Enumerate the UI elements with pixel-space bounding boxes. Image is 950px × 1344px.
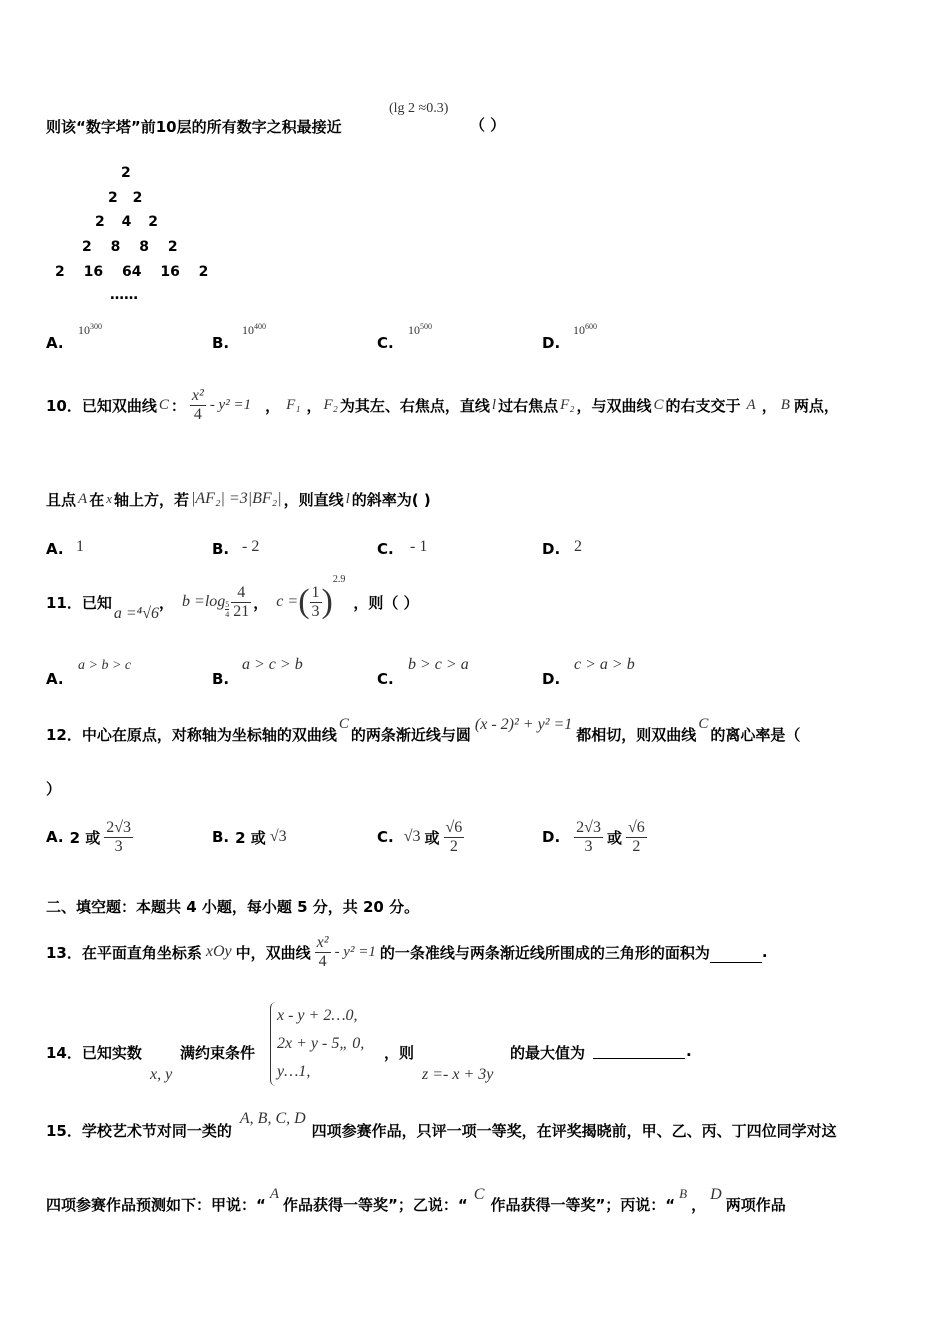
fraction-denominator: 3 [114, 837, 123, 855]
q11-line [46, 572, 419, 632]
work-b: B [679, 1186, 688, 1201]
q14-variables: x, y [150, 1066, 173, 1083]
q10-text: 的右支交于 [665, 396, 741, 415]
log-base [225, 600, 229, 619]
fraction-numerator: √6 [445, 818, 463, 836]
q14-text: 的最大值为 [510, 1044, 586, 1062]
q12-text: 12．中心在原点，对称轴为坐标轴的双曲线 [46, 725, 337, 744]
constraint: y…1, [277, 1063, 311, 1080]
q13-line [46, 922, 768, 982]
fraction-numerator: 2√3 [576, 818, 601, 836]
q10-line2 [46, 484, 431, 514]
option-letter: D. [542, 670, 561, 688]
answer-blank[interactable] [593, 1042, 685, 1059]
q11-option-b-value: a > c > b [242, 656, 303, 673]
q13-fraction [315, 934, 331, 971]
option-letter: D. [542, 334, 561, 352]
fraction-denominator: 3 [584, 837, 593, 855]
log-base-num: 5 [225, 599, 230, 609]
option-fraction [104, 819, 133, 856]
power-base: 10 [408, 323, 420, 337]
q10-line1 [46, 380, 839, 430]
q15-text: 四项参赛作品预测如下：甲说：“ [46, 1195, 266, 1214]
focus-f2: F₂ [560, 396, 575, 413]
work-c: C [473, 1186, 485, 1203]
option-letter: A. [46, 670, 64, 688]
q10-equation-rest: - y² =1 [209, 396, 252, 413]
power-exponent: 500 [420, 322, 432, 331]
line-l: l [345, 490, 350, 507]
fraction-denominator: 2 [449, 837, 458, 855]
option-letter: A. [46, 334, 64, 352]
punct: ， [691, 1195, 707, 1214]
power-exponent: 600 [585, 322, 597, 331]
q11-num: 11．已知 [46, 593, 112, 612]
axis-x: x [106, 491, 112, 506]
q12-line1 [46, 716, 800, 752]
coord-system: xOy [205, 943, 232, 960]
q14-text: 满约束条件 [180, 1044, 256, 1062]
option-letter: C. [377, 540, 394, 558]
focus-f1: F₁ [286, 396, 301, 413]
work-d: D [710, 1186, 722, 1203]
power-exponent: 400 [254, 322, 266, 331]
option-text: 2 或 [69, 828, 101, 847]
q15-items: A, B, C, D [239, 1110, 306, 1127]
curve-c: C [698, 716, 709, 732]
q9-paren: （ ） [470, 116, 506, 134]
q11-a-expr: a =⁴√6 [113, 605, 160, 622]
q10-num: 10．已知双曲线 [46, 396, 157, 415]
q11-b-log: b =log [182, 593, 226, 610]
option-letter: C. [377, 334, 394, 352]
punct: ， [253, 593, 269, 612]
q10-text: 在 [89, 490, 105, 509]
punct: ， [265, 396, 281, 415]
q10-condition: |AF₂| =3|BF₂| [191, 490, 282, 507]
constraint: x - y + 2…0, [277, 1007, 358, 1024]
q15-line1 [46, 1110, 837, 1150]
fraction-denominator: 4 [193, 405, 202, 423]
fraction-numerator: x² [316, 933, 329, 951]
q9-option-b-value [242, 322, 266, 338]
q14-text: ，则 [384, 1044, 415, 1062]
focus-f2: F₂ [323, 396, 338, 413]
circle-equation: (x - 2)² + y² =1 [474, 716, 573, 733]
tower-row: 2 [121, 165, 131, 181]
q12-option-d [542, 812, 647, 862]
q10-option-c-value: - 1 [410, 538, 428, 555]
point-a: A [78, 490, 88, 507]
q10-text: 的斜率为( ) [351, 490, 431, 509]
tower-row: 2 8 8 2 [82, 239, 178, 255]
option-letter: C. [377, 828, 394, 846]
q10-fraction [190, 387, 206, 424]
q10-option-a-value: 1 [76, 538, 84, 555]
constraint: 2x + y - 5„ 0, [277, 1035, 365, 1052]
power-base: 10 [242, 323, 254, 337]
q10-text: 且点 [46, 490, 77, 509]
q11-option-a-value: a > b > c [78, 658, 132, 673]
option-fraction [444, 819, 465, 856]
paren-right: ) [321, 583, 333, 620]
option-fraction [574, 819, 603, 856]
option-letter: B. [212, 670, 230, 688]
punct: ， [159, 593, 175, 612]
option-fraction [626, 819, 647, 856]
q9-hint: (lg 2 ≈0.3) [389, 101, 449, 116]
q12-text: 的两条渐近线与圆 [350, 725, 471, 744]
exponent: 2.9 [332, 574, 346, 585]
fraction-numerator: 4 [231, 584, 251, 603]
q12-option-c [377, 812, 464, 862]
q12-option-a [46, 812, 133, 862]
q9-option-c-value [408, 322, 432, 338]
fraction-numerator: 1 [311, 583, 320, 601]
q12-text: 的离心率是（ [710, 725, 801, 744]
q9-stem: 则该“数字塔”前10层的所有数字之积最接近 [46, 118, 342, 136]
curve-c: C [653, 396, 664, 413]
punct: ， [306, 396, 322, 415]
punct: ， [761, 396, 777, 415]
line-l: l [491, 396, 497, 413]
punct: . [761, 943, 768, 961]
q12-text: 都相切，则双曲线 [576, 725, 697, 744]
q11-option-c-value: b > c > a [408, 656, 469, 673]
q10-text: 轴上方，若 [113, 490, 189, 509]
q14-text: 14．已知实数 [46, 1044, 142, 1062]
q15-text: 两项作品 [725, 1195, 786, 1214]
answer-blank[interactable] [710, 946, 762, 963]
option-letter: A. [46, 540, 64, 558]
option-letter: D. [542, 828, 561, 846]
punct: . [686, 1042, 692, 1060]
tower-row: 2 16 64 16 2 [55, 264, 209, 280]
fraction-denominator: 21 [233, 602, 250, 620]
option-letter: B. [212, 334, 230, 352]
option-letter: D. [542, 540, 561, 558]
q11-c-expr: c = [276, 593, 299, 610]
section-heading: 二、填空题：本题共 4 小题，每小题 5 分，共 20 分。 [46, 898, 420, 916]
constraint-system [270, 1002, 364, 1086]
q15-text: 15．学校艺术节对同一类的 [46, 1121, 232, 1140]
paren-left: ( [298, 583, 310, 620]
q11-tail: ，则（ ） [353, 593, 419, 612]
power-base: 10 [78, 323, 90, 337]
q11-c-fraction [310, 584, 322, 621]
q12-close-paren: ） [46, 780, 62, 798]
q15-text: 四项参赛作品，只评一项一等奖，在评奖揭晓前，甲、乙、丙、丁四位同学对这 [311, 1121, 837, 1140]
option-text: 或 [424, 828, 440, 847]
q13-text: 的一条准线与两条渐近线所围成的三角形的面积为 [379, 943, 710, 962]
q10-option-d-value: 2 [574, 538, 582, 555]
q11-b-fraction [231, 584, 251, 621]
point-a: A [746, 396, 756, 413]
q10-text: 两点， [793, 396, 839, 415]
log-base-den: 4 [225, 609, 230, 619]
fraction-denominator: 4 [318, 952, 327, 970]
q12-option-b [212, 812, 287, 862]
tower-ellipsis: …… [110, 287, 138, 303]
option-letter: B. [212, 828, 230, 846]
option-letter: C. [377, 670, 394, 688]
q10-text: ，则直线 [283, 490, 344, 509]
tower-row: 2 4 2 [95, 214, 158, 230]
colon: ： [170, 396, 186, 415]
option-root: √3 [403, 828, 421, 845]
q10-text: 为其左、右焦点，直线 [339, 396, 490, 415]
power-exponent: 300 [90, 322, 102, 331]
fraction-numerator: x² [191, 386, 204, 404]
objective-function: z =- x + 3y [422, 1066, 494, 1083]
q10-text: 过右焦点 [498, 396, 559, 415]
curve-c: C [158, 396, 169, 413]
fraction-denominator: 3 [311, 602, 320, 620]
fraction-denominator: 2 [632, 837, 641, 855]
q11-option-d-value: c > a > b [574, 656, 635, 673]
q10-text: ，与双曲线 [576, 396, 652, 415]
q13-text: 13．在平面直角坐标系 [46, 943, 202, 962]
option-text: 或 [606, 828, 622, 847]
tower-row: 2 2 [108, 190, 143, 206]
q10-option-b-value: - 2 [242, 538, 260, 555]
q13-equation-rest: - y² =1 [334, 943, 376, 960]
curve-c: C [338, 716, 349, 732]
power-base: 10 [573, 323, 585, 337]
q15-text: 作品获得一等奖”；乙说：“ [283, 1195, 468, 1214]
q15-line2 [46, 1186, 786, 1222]
fraction-numerator: √6 [627, 818, 645, 836]
option-text: 2 或 [235, 828, 266, 847]
point-b: B [780, 396, 790, 413]
q9-option-d-value [573, 322, 597, 338]
option-root: √3 [269, 828, 287, 845]
q13-text: 中，双曲线 [235, 943, 311, 962]
work-a: A [269, 1186, 280, 1202]
option-letter: A. [46, 828, 64, 846]
q15-text: 作品获得一等奖”；丙说：“ [490, 1195, 676, 1214]
q9-option-a-value [78, 322, 102, 338]
fraction-numerator: 2√3 [106, 818, 132, 836]
option-letter: B. [212, 540, 230, 558]
